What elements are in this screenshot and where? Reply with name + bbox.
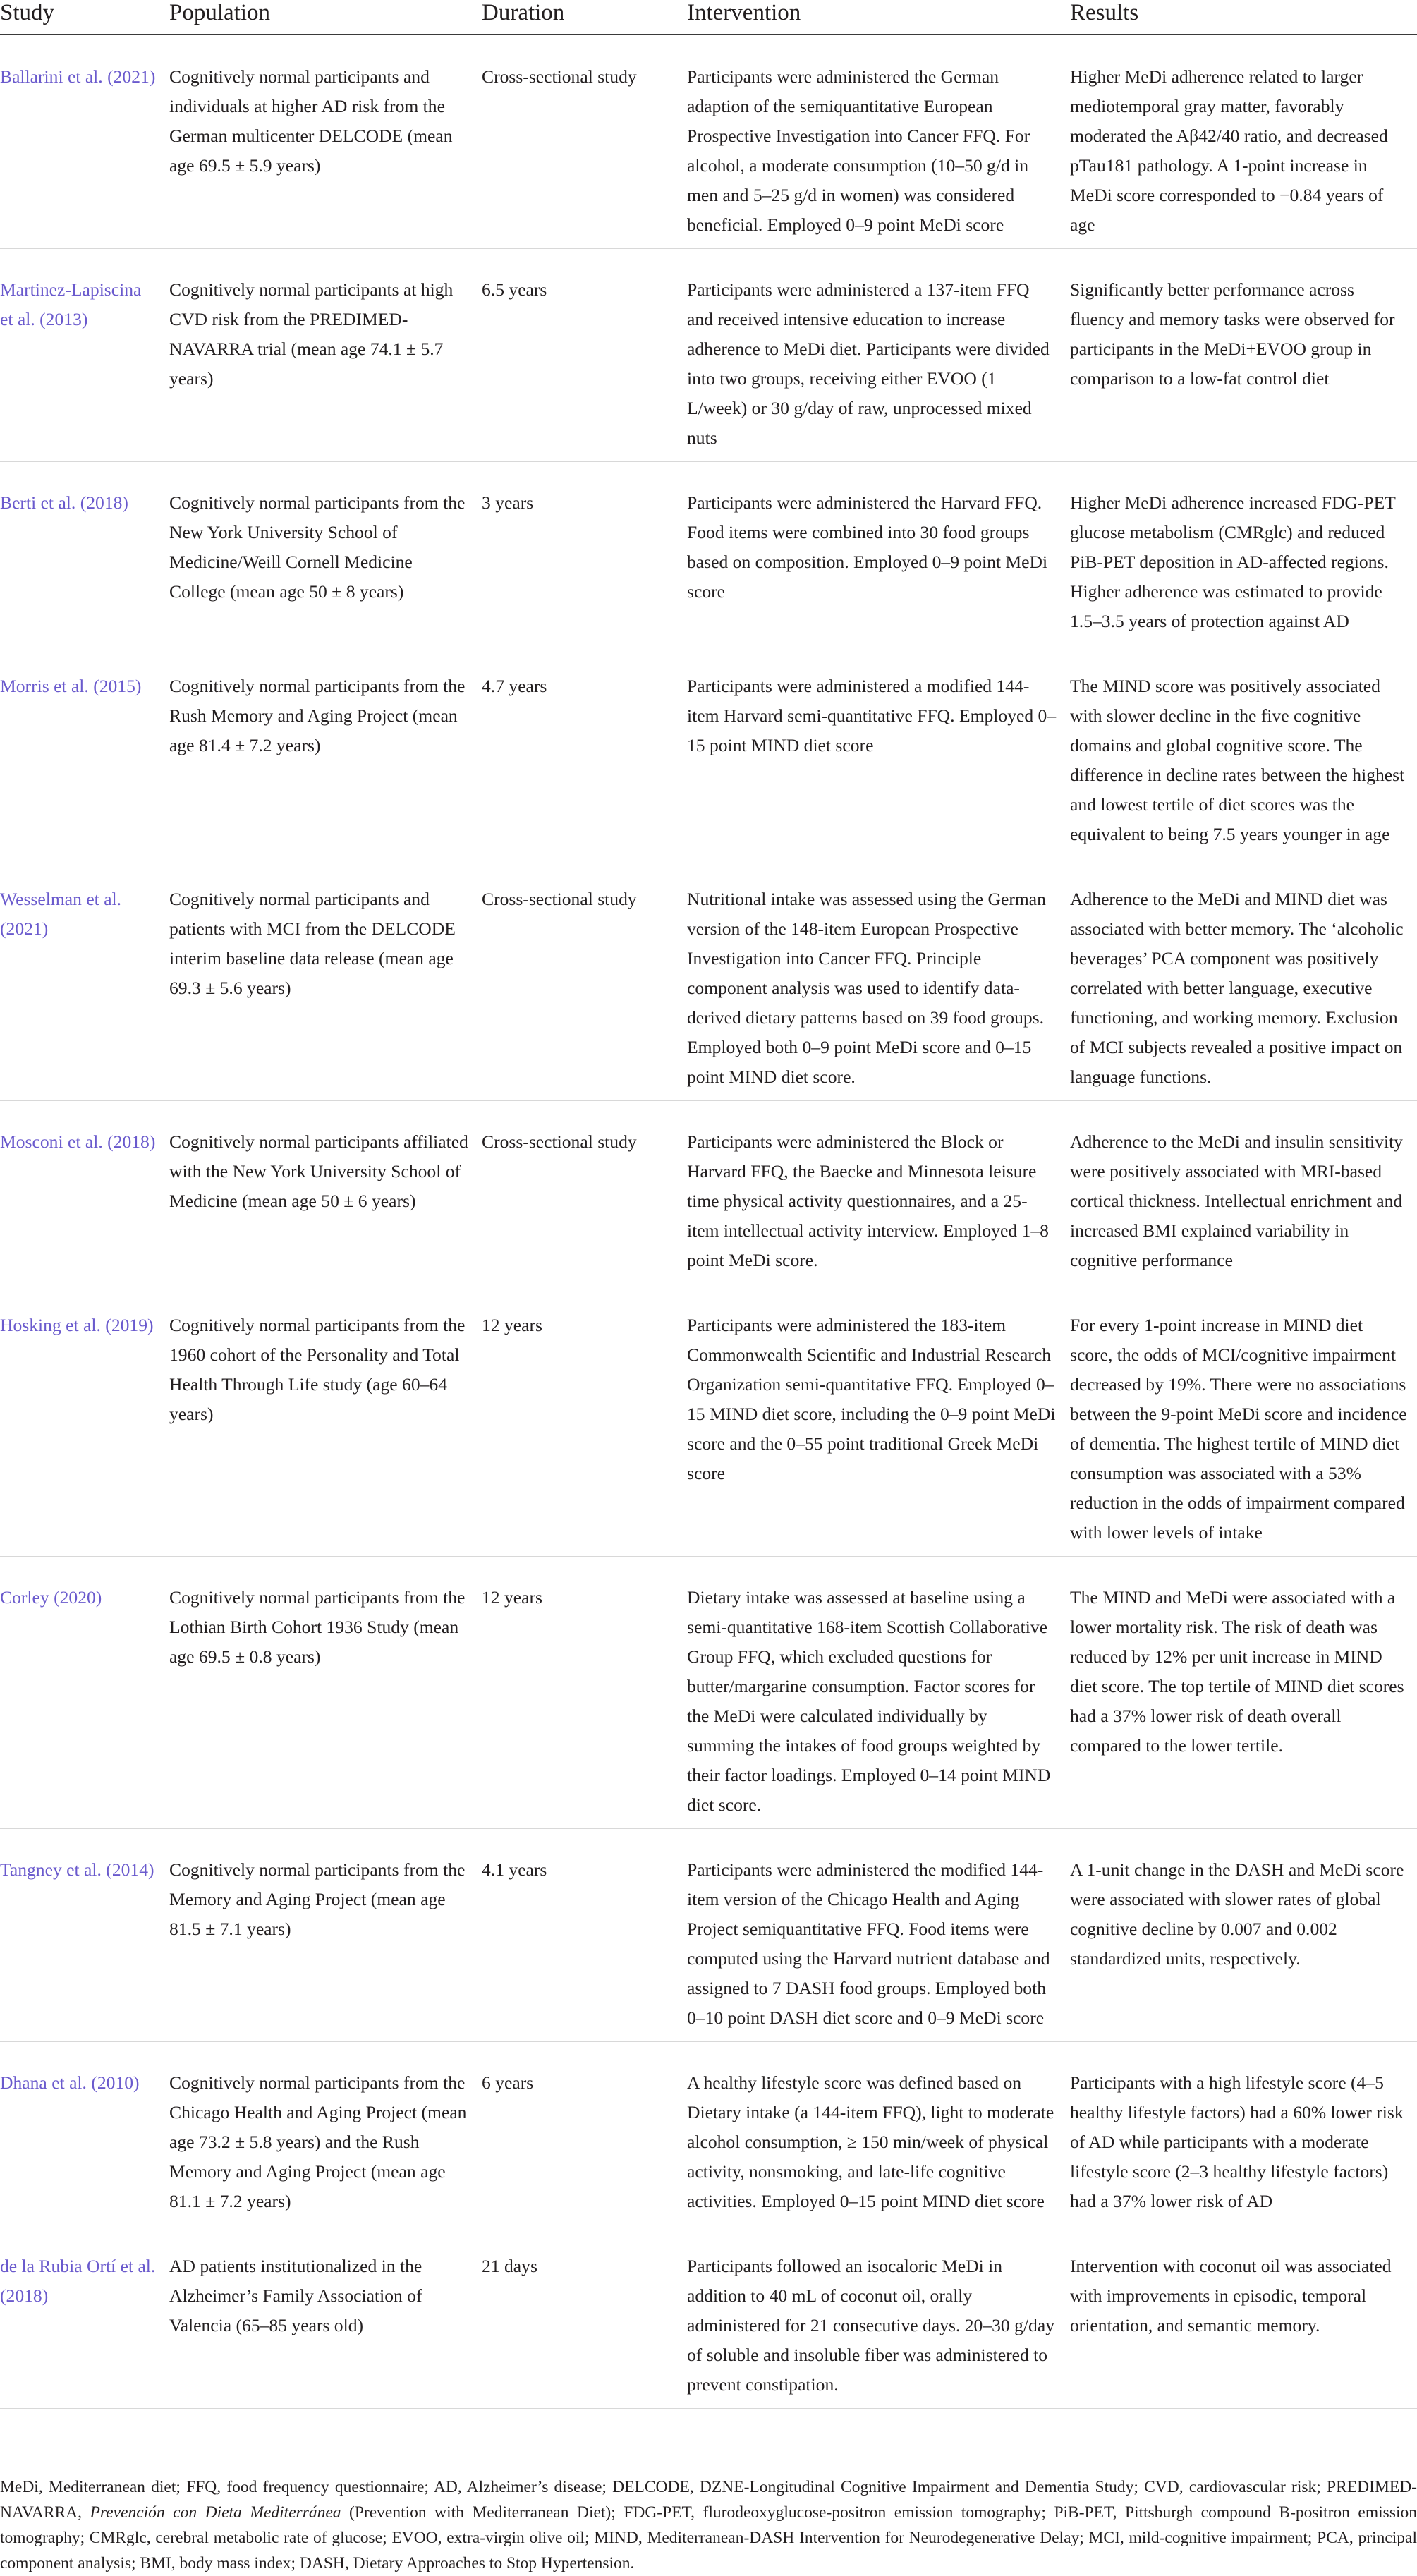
study-author: Wesselman et al. <box>0 889 122 909</box>
table-row <box>0 858 1417 1101</box>
table-row <box>0 645 1417 858</box>
cell-study <box>0 645 166 858</box>
cell-intervention: Participants were administered a modified 144-item Harvard semi-quantitative FFQ. Employed 0–15 point MIND diet score <box>684 645 1067 858</box>
cell-duration: 4.7 years <box>479 645 684 858</box>
study-year-link[interactable]: (2013) <box>39 309 88 329</box>
study-year-link[interactable]: (2020) <box>54 1587 102 1608</box>
study-author: de la Rubia Ortí et al. <box>0 2256 156 2276</box>
cell-duration: Cross-sectional study <box>479 1101 684 1284</box>
study-year-link[interactable]: (2018) <box>0 2285 49 2306</box>
cell-results: Intervention with coconut oil was associated with improvements in episodic, temporal orientation, and semantic memory. <box>1067 2225 1417 2409</box>
cell-intervention: Participants were administered the Block or Harvard FFQ, the Baecke and Minnesota leisure time physical activity questionnaires, and a 25-item intellectual activity interview. Employed 1–8 point MeDi score. <box>684 1101 1067 1284</box>
study-year-link[interactable]: (2021) <box>0 918 49 939</box>
header-intervention: Intervention <box>684 0 1067 35</box>
cell-population: Cognitively normal participants affiliated with the New York University School of Medicine (mean age 50 ± 6 years) <box>166 1101 479 1284</box>
cell-study <box>0 2225 166 2409</box>
cell-results: For every 1-point increase in MIND diet score, the odds of MCI/cognitive impairment decreased by 19%. There were no associations between the 9-point MeDi score and incidence of dementia. The highest tertile of MIND diet consumption was associated with a 53% reduction in the odds of impairment compared with lower levels of intake <box>1067 1284 1417 1557</box>
cell-population: Cognitively normal participants from the New York University School of Medicine/Weill Cornell Medicine College (mean age 50 ± 8 years) <box>166 462 479 645</box>
cell-intervention: Nutritional intake was assessed using the German version of the 148-item European Prospective Investigation into Cancer FFQ. Principle component analysis was used to identify data-derived dietary patterns based on 39 food groups. Employed both 0–9 point MeDi score and 0–15 point MIND diet score. <box>684 858 1067 1101</box>
cell-population: Cognitively normal participants and individuals at higher AD risk from the German multicenter DELCODE (mean age 69.5 ± 5.9 years) <box>166 35 479 249</box>
cell-duration: 3 years <box>479 462 684 645</box>
cell-duration: 4.1 years <box>479 1829 684 2042</box>
cell-study <box>0 1829 166 2042</box>
cell-intervention: Participants were administered the 183-item Commonwealth Scientific and Industrial Research Organization semi-quantitative FFQ. Employed 0–15 MIND diet score, including the 0–9 point MeDi score and the 0–55 point traditional Greek MeDi score <box>684 1284 1067 1557</box>
study-author: Mosconi et al. <box>0 1131 103 1152</box>
header-duration: Duration <box>479 0 684 35</box>
study-author: Ballarini et al. <box>0 66 103 87</box>
cell-intervention: Participants were administered a 137-item FFQ and received intensive education to increase adherence to MeDi diet. Participants were divided into two groups, receiving either EVOO (1 L/week) or 30 g/day of raw, unprocessed mixed nuts <box>684 249 1067 462</box>
table-row <box>0 462 1417 645</box>
table-row <box>0 1284 1417 1557</box>
cell-study <box>0 462 166 645</box>
study-year-link[interactable]: (2018) <box>80 492 128 513</box>
cell-intervention: Participants were administered the Harvard FFQ. Food items were combined into 30 food groups based on composition. Employed 0–9 point MeDi score <box>684 462 1067 645</box>
cell-study <box>0 1101 166 1284</box>
cell-study <box>0 858 166 1101</box>
study-author: Tangney et al. <box>0 1859 102 1880</box>
cell-population: Cognitively normal participants from the Rush Memory and Aging Project (mean age 81.4 ± 7.2 years) <box>166 645 479 858</box>
cell-results: Participants with a high lifestyle score (4–5 healthy lifestyle factors) had a 60% lower risk of AD while participants with a moderate lifestyle score (2–3 healthy lifestyle factors) had a 37% lower risk of AD <box>1067 2042 1417 2225</box>
cell-duration: Cross-sectional study <box>479 35 684 249</box>
cell-intervention: A healthy lifestyle score was defined based on Dietary intake (a 144-item FFQ), light to moderate alcohol consumption, ≥ 150 min/week of physical activity, nonsmoking, and late-life cognitive activities. Employed 0–15 point MIND diet score <box>684 2042 1067 2225</box>
study-year-link[interactable]: (2010) <box>91 2072 140 2093</box>
table-row <box>0 2225 1417 2409</box>
cell-results: Adherence to the MeDi and insulin sensitivity were positively associated with MRI-based cortical thickness. Intellectual enrichment and increased BMI explained variability in cognitive performance <box>1067 1101 1417 1284</box>
header-population: Population <box>166 0 479 35</box>
cell-intervention: Participants followed an isocaloric MeDi in addition to 40 mL of coconut oil, orally administered for 21 consecutive days. 20–30 g/day of soluble and insoluble fiber was administered to prevent constipation. <box>684 2225 1067 2409</box>
cell-population: Cognitively normal participants from the 1960 cohort of the Personality and Total Health Through Life study (age 60–64 years) <box>166 1284 479 1557</box>
table-header <box>0 0 1417 35</box>
table-row <box>0 1557 1417 1829</box>
cell-study <box>0 1284 166 1557</box>
table-row <box>0 2042 1417 2225</box>
footnote-part1: MeDi, Mediterranean diet; FFQ, food frequency questionnaire; AD, Alzheimer’s disease; DELCODE, DZNE-Longitudinal Cognitive Impairment and Dementia Study; CVD, cardiovascular risk; PREDIMED-NAVARRA, <box>0 2478 1417 2522</box>
study-author: Martinez-Lapiscina et al. <box>0 279 142 329</box>
cell-duration: 6.5 years <box>479 249 684 462</box>
table-body <box>0 35 1417 2409</box>
footnote-part2: (Prevention with Mediterranean Diet); FDG-PET, flurodeoxyglucose-positron emission tomography; PiB-PET, Pittsburgh compound B-positron emission tomography; CMRglc, cerebral metabolic rate of glucose; EVOO, extra-virgin olive oil; MIND, Mediterranean-DASH Intervention for Neurodegenerative Delay; MCI, mild-cognitive impairment; PCA, principal component analysis; BMI, body mass index; DASH, Dietary Approaches to Stop Hypertension. <box>0 2503 1417 2572</box>
cell-population: AD patients institutionalized in the Alzheimer’s Family Association of Valencia (65–85 years old) <box>166 2225 479 2409</box>
study-year-link[interactable]: (2018) <box>107 1131 156 1152</box>
cell-study <box>0 1557 166 1829</box>
cell-intervention: Dietary intake was assessed at baseline using a semi-quantitative 168-item Scottish Collaborative Group FFQ, which excluded questions for butter/margarine consumption. Factor scores for the MeDi were calculated individually by summing the intakes of food groups weighted by their factor loadings. Employed 0–14 point MIND diet score. <box>684 1557 1067 1829</box>
study-author: Berti et al. <box>0 492 76 513</box>
cell-results: A 1-unit change in the DASH and MeDi score were associated with slower rates of global cognitive decline by 0.007 and 0.002 standardized units, respectively. <box>1067 1829 1417 2042</box>
cell-results: Significantly better performance across fluency and memory tasks were observed for participants in the MeDi+EVOO group in comparison to a low-fat control diet <box>1067 249 1417 462</box>
study-author: Morris et al. <box>0 676 89 696</box>
study-year-link[interactable]: (2014) <box>106 1859 154 1880</box>
cell-results: Higher MeDi adherence related to larger mediotemporal gray matter, favorably moderated the Aβ42/40 ratio, and decreased pTau181 pathology. A 1-point increase in MeDi score corresponded to −0.84 years of age <box>1067 35 1417 249</box>
cell-study <box>0 35 166 249</box>
cell-results: The MIND score was positively associated with slower decline in the five cognitive domains and global cognitive score. The difference in decline rates between the highest and lowest tertile of diet scores was the equivalent to being 7.5 years younger in age <box>1067 645 1417 858</box>
footnote-italic: Prevención con Dieta Mediterránea <box>90 2503 341 2522</box>
study-year-link[interactable]: (2019) <box>105 1315 154 1335</box>
header-results: Results <box>1067 0 1417 35</box>
cell-results: Higher MeDi adherence increased FDG-PET glucose metabolism (CMRglc) and reduced PiB-PET deposition in AD-affected regions. Higher adherence was estimated to provide 1.5–3.5 years of protection against AD <box>1067 462 1417 645</box>
cell-intervention: Participants were administered the modified 144-item version of the Chicago Health and Aging Project semiquantitative FFQ. Food items were computed using the Harvard nutrient database and assigned to 7 DASH food groups. Employed both 0–10 point DASH diet score and 0–9 MeDi score <box>684 1829 1067 2042</box>
cell-duration: 6 years <box>479 2042 684 2225</box>
table-row <box>0 249 1417 462</box>
cell-duration: 21 days <box>479 2225 684 2409</box>
table-footnote <box>0 2467 1417 2576</box>
cell-results: Adherence to the MeDi and MIND diet was associated with better memory. The ‘alcoholic beverages’ PCA component was positively correlated with better language, executive functioning, and working memory. Exclusion of MCI subjects revealed a positive impact on language functions. <box>1067 858 1417 1101</box>
table-row <box>0 1101 1417 1284</box>
cell-results: The MIND and MeDi were associated with a lower mortality risk. The risk of death was reduced by 12% per unit increase in MIND diet score. The top tertile of MIND diet scores had a 37% lower risk of death overall compared to the lower tertile. <box>1067 1557 1417 1829</box>
cell-duration: 12 years <box>479 1284 684 1557</box>
cell-duration: Cross-sectional study <box>479 858 684 1101</box>
cell-population: Cognitively normal participants and patients with MCI from the DELCODE interim baseline data release (mean age 69.3 ± 5.6 years) <box>166 858 479 1101</box>
table-row <box>0 35 1417 249</box>
cell-population: Cognitively normal participants from the Chicago Health and Aging Project (mean age 73.2 ± 5.8 years) and the Rush Memory and Aging Project (mean age 81.1 ± 7.2 years) <box>166 2042 479 2225</box>
study-author: Corley <box>0 1587 49 1608</box>
study-author: Dhana et al. <box>0 2072 87 2093</box>
study-author: Hosking et al. <box>0 1315 101 1335</box>
cell-population: Cognitively normal participants from the Lothian Birth Cohort 1936 Study (mean age 69.5 ± 0.8 years) <box>166 1557 479 1829</box>
cell-population: Cognitively normal participants from the Memory and Aging Project (mean age 81.5 ± 7.1 years) <box>166 1829 479 2042</box>
cell-study <box>0 2042 166 2225</box>
study-year-link[interactable]: (2021) <box>107 66 156 87</box>
header-study: Study <box>0 0 166 35</box>
cell-study <box>0 249 166 462</box>
study-year-link[interactable]: (2015) <box>93 676 142 696</box>
cell-intervention: Participants were administered the German adaption of the semiquantitative European Prospective Investigation into Cancer FFQ. For alcohol, a moderate consumption (10–50 g/d in men and 5–25 g/d in women) was considered beneficial. Employed 0–9 point MeDi score <box>684 35 1067 249</box>
table-row <box>0 1829 1417 2042</box>
cell-duration: 12 years <box>479 1557 684 1829</box>
cell-population: Cognitively normal participants at high CVD risk from the PREDIMED-NAVARRA trial (mean age 74.1 ± 5.7 years) <box>166 249 479 462</box>
